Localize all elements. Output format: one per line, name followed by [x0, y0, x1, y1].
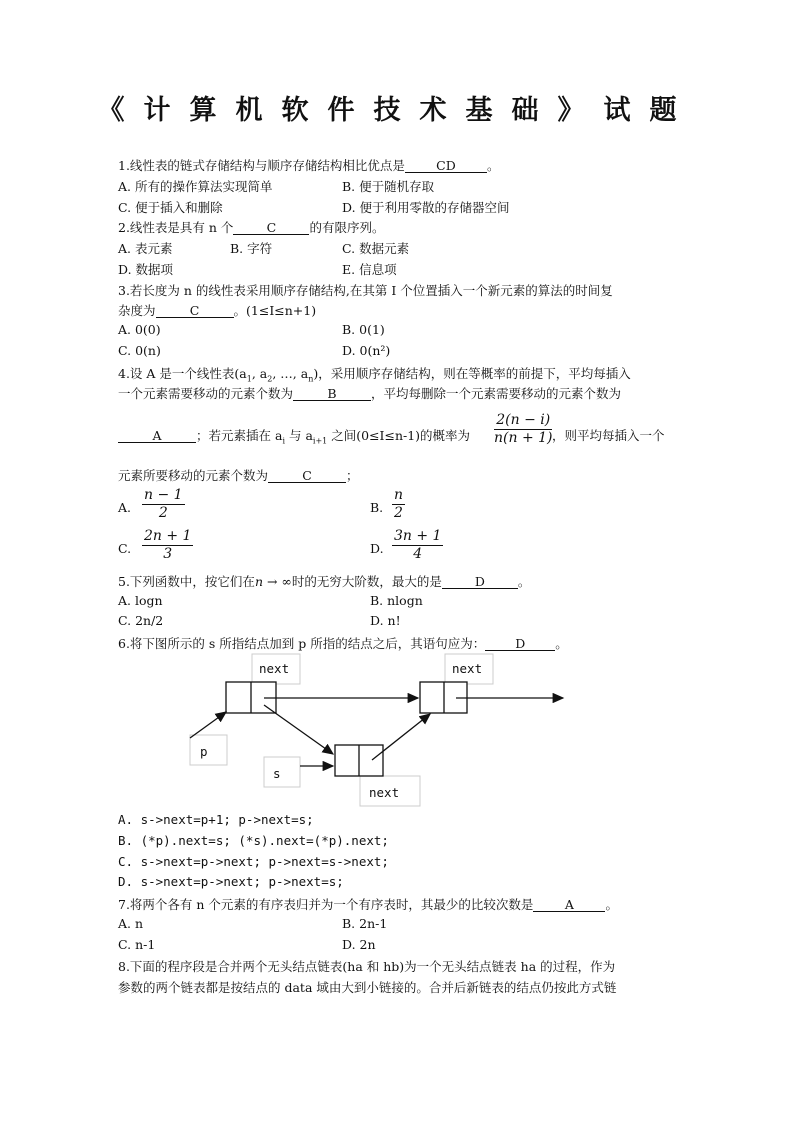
answer-blank: C [233, 221, 309, 235]
option: C. n-1 [118, 937, 156, 952]
option: B. 便于随机存取 [342, 179, 435, 194]
option: E. 信息项 [342, 262, 397, 277]
arrow-s-to-next [372, 714, 430, 760]
option-label: B. [370, 500, 384, 515]
option-fraction: $\frac{2n + 1}{3}$ [144, 528, 192, 562]
option: D. s->next=p->next; p->next=s; [118, 874, 344, 889]
option-label: C. [118, 541, 132, 556]
option: A. s->next=p+1; p->next=s; [118, 812, 314, 827]
option-fraction: $\frac{n - 1}{2}$ [144, 487, 183, 521]
option: D. 2n [342, 937, 376, 952]
question-4-line3-tail: ，则平均每插入一个 [552, 428, 665, 443]
answer-blank: B [293, 387, 371, 401]
question-4-line1: 4.设 A 是一个线性表($a_1$, $a_2$, …, $a_n$)，采用顺序存储结构，则在等概率的前提下，平均每插入 [118, 366, 631, 384]
option: D. n! [370, 613, 401, 628]
answer-blank: C [268, 469, 346, 483]
option: C. s->next=p->next; p->next=s->next; [118, 854, 389, 869]
s-label-box [264, 757, 300, 787]
arrow-p-to-s [264, 705, 333, 754]
option-label: A. [118, 500, 132, 515]
option: C. 数据元素 [342, 241, 410, 256]
p-label-box [190, 735, 227, 765]
arrow-pointer-p [190, 712, 226, 738]
answer-blank: D [442, 575, 518, 589]
s-label: s [273, 766, 281, 781]
option: D. 0(n²) [342, 343, 391, 358]
question-8-line2: 参数的两个链表都是按结点的 data 域由大到小链接的。合并后新链表的结点仍按此方式链 [118, 980, 617, 995]
question-2-stem: 2.线性表是具有 n 个 C 的有限序列。 [118, 220, 385, 235]
next-label: next [259, 661, 290, 676]
option: A. 表元素 [118, 241, 173, 256]
answer-blank: A [533, 898, 605, 912]
answer-blank: C [156, 304, 234, 318]
p-label: p [200, 744, 208, 759]
option: D. 便于利用零散的存储器空间 [342, 200, 510, 215]
question-7-stem: 7.将两个各有 n 个元素的有序表归并为一个有序表时，其最少的比较次数是 A 。 [118, 897, 618, 912]
answer-blank: CD [405, 159, 487, 173]
option: C. 2n/2 [118, 613, 164, 628]
question-5-stem: 5.下列函数中，按它们在n → ∞时的无穷大阶数，最大的是 D 。 [118, 574, 531, 589]
option: A. n [118, 916, 144, 931]
answer-blank: A [118, 429, 196, 443]
option: B. 0(1) [342, 322, 385, 337]
question-1-stem: 1.线性表的链式存储结构与顺序存储结构相比优点是 CD 。 [118, 158, 500, 173]
option: A. logn [118, 593, 163, 608]
option: A. 所有的操作算法实现简单 [118, 179, 273, 194]
option: A. 0(0) [118, 322, 161, 337]
question-3-line2: 杂度为 C 。(1≤I≤n+1) [118, 303, 317, 318]
page-title: 《计算机软件技术基础》试题 [97, 95, 696, 126]
question-3-line1: 3.若长度为 n 的线性表采用顺序存储结构,在其第 I 个位置插入一个新元素的算法的时间复 [118, 283, 613, 298]
question-4-line4: 元素所要移动的元素个数为 C ； [118, 468, 359, 483]
option: B. 字符 [230, 241, 273, 256]
option: B. nlogn [370, 593, 423, 608]
question-6-stem: 6.将下图所示的 s 所指结点加到 p 所指的结点之后，其语句应为： D 。 [118, 636, 568, 651]
question-4-line3: A ；若元素插在 $a_i$ 与 $a_{i+1}$ 之间(0≤I≤n-1)的概率为 [118, 426, 470, 446]
option-fraction: $\frac{3n + 1}{4}$ [394, 528, 442, 562]
option: D. 数据项 [118, 262, 174, 277]
answer-blank: D [485, 637, 555, 651]
option: B. 2n-1 [342, 916, 388, 931]
option: C. 便于插入和删除 [118, 200, 223, 215]
option: C. 0(n) [118, 343, 161, 358]
next-label: next [452, 661, 483, 676]
option-label: D. [370, 541, 384, 556]
option: B. (*p).next=s; (*s).next=(*p).next; [118, 833, 389, 848]
question-8-line1: 8.下面的程序段是合并两个无头结点链表(ha 和 hb)为一个无头结点链表 ha 的过程，作为 [118, 959, 616, 974]
option-fraction: $\frac{n}{2}$ [394, 487, 404, 521]
question-4-line2: 一个元素需要移动的元素个数为 B ，平均每删除一个元素需要移动的元素个数为 [118, 386, 622, 401]
next-label: next [369, 785, 400, 800]
probability-fraction: $\frac{2(n - i)}{n(n + 1)}$ [494, 412, 553, 446]
